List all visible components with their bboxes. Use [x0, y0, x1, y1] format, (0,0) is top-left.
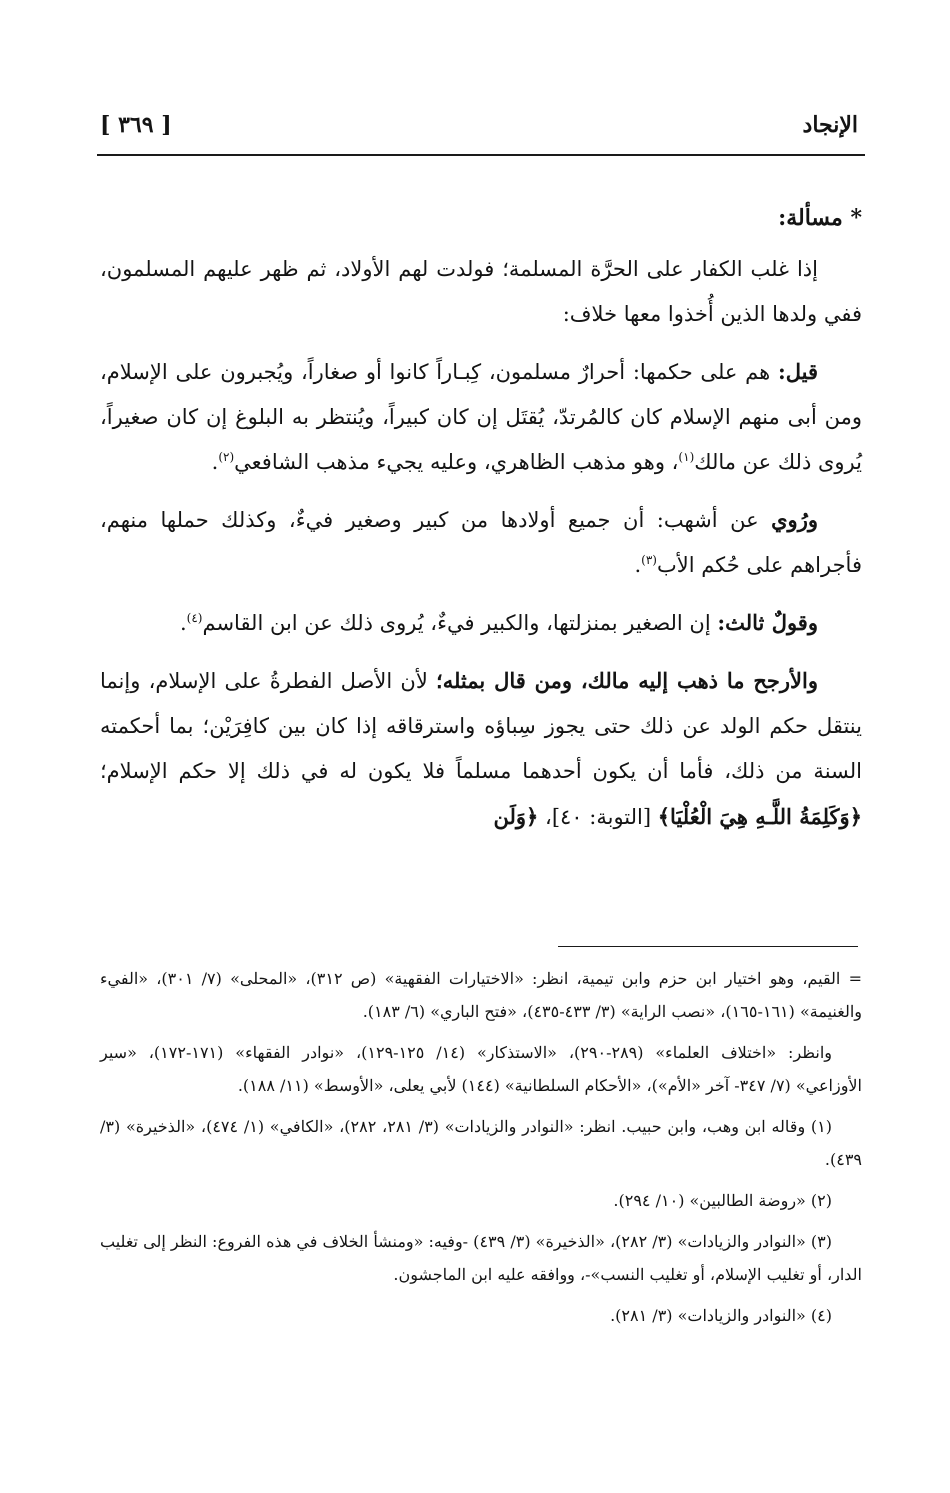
- quran-verse-1: ﴿وَكَلِمَةُ اللَّـهِ هِيَ الْعُلْيَا﴾: [657, 804, 862, 829]
- paragraph-5-lead: والأرجح ما ذهب إليه مالك، ومن قال بمثله؛: [436, 668, 818, 693]
- paragraph-4: [100, 600, 862, 646]
- quran-verse-2: ﴿وَلَن: [493, 804, 539, 829]
- paragraph-3-lead: ورُوي: [771, 507, 818, 532]
- paragraph-4-text-a: إن الصغير بمنزلتها، والكبير فيءٌ، يُروى ذلك عن ابن القاسم: [202, 611, 718, 635]
- paragraph-3-text-a: عن أشهب: أن جميع أولادها من كبير وصغير فيءٌ، وكذلك حملها منهم، فأجراهم على حُكم الأب: [100, 508, 862, 577]
- footnote-continued-2: وانظر: «اختلاف العلماء» (٢٨٩-٢٩٠)، «الاستذكار» (١٤/ ١٢٥-١٢٩)، «نوادر الفقهاء» (١٧١-١٧٢)، «سير الأوزاعي» (٧/ ٣٤٧- آخر «الأم»)، «الأحكام السلطانية» (١٤٤) لأبي يعلى، «الأوسط» (١١/ ١٨٨).: [100, 1043, 862, 1095]
- footnote-4: (٤) «النوادر والزيادات» (٣/ ٢٨١).: [610, 1306, 832, 1325]
- footnote-ref-2: (٢): [218, 450, 235, 464]
- running-header-title: الإنجاد: [802, 112, 858, 138]
- paragraph-2-text-b: ، وهو مذهب الظاهري، وعليه يجيء مذهب الشافعي: [234, 450, 679, 474]
- paragraph-4-lead: وقولٌ ثالث:: [717, 610, 818, 635]
- footnote-1: (١) وقاله ابن وهب، وابن حبيب. انظر: «النوادر والزيادات» (٣/ ٢٨١، ٢٨٢)، «الكافي» (١/ ٤٧٤)، «الذخيرة» (٣/ ٤٣٩).: [100, 1117, 862, 1169]
- footnotes: [100, 962, 862, 1340]
- paragraph-1: إذا غلب الكفار على الحرَّة المسلمة؛ فولدت لهم الأولاد، ثم ظهر عليهم المسلمون، ففي ولدها الذين أُخذوا معها خلاف:: [100, 257, 862, 326]
- paragraph-2-text-a: هم على حكمها: أحرارٌ مسلمون، كِبـاراً كانوا أو صغاراً، ويُجبرون على الإسلام، ومن أبى منهم الإسلام كان كالمُرتدّ، يُقتَل إن كان كبيراً، ويُنتظر به البلوغ إن كان صغيراً، يُروى ذلك عن مالك: [100, 360, 862, 474]
- footnote-2: (٢) «روضة الطالبين» (١٠/ ٢٩٤).: [613, 1191, 832, 1210]
- paragraph-2-lead: قيل:: [777, 359, 818, 384]
- paragraph-4-text-b: .: [179, 611, 187, 635]
- paragraph-3-text-b: .: [634, 553, 642, 577]
- footnote-ref-3: (٣): [641, 553, 657, 567]
- page-number: [ ٣٦٩ ]: [100, 112, 172, 138]
- header-divider: [97, 154, 865, 156]
- paragraph-2-text-c: .: [211, 450, 219, 474]
- paragraph-5: [100, 658, 862, 840]
- section-heading: * مسألة:: [778, 205, 862, 231]
- paragraph-5-text-b: [التوبة: ٤٠]،: [538, 805, 658, 829]
- footnote-ref-4: (٤): [186, 611, 203, 625]
- paragraph-5-text-a: لأن الأصل الفطرةُ على الإسلام، وإنما ينتقل حكم الولد عن ذلك حتى يجوز سِباؤه واسترقاقه إذا كان بين كافِرَيْن؛ بما أحكمته السنة من ذلك، فأما أن يكون أحدهما مسلماً فلا يكون له في ذلك إلا حكم الإسلام؛: [100, 669, 862, 783]
- main-text: [100, 196, 862, 852]
- footnote-3: (٣) «النوادر والزيادات» (٣/ ٢٨٢)، «الذخيرة» (٣/ ٤٣٩) -وفيه: «ومنشأ الخلاف في هذه الفروع: النظر إلى تغليب الدار، أو تغليب الإسلام، أو تغليب النسب»-، ووافقه عليه ابن الماجشون.: [100, 1232, 862, 1284]
- paragraph-2: [100, 349, 862, 485]
- footnote-continued-1: = القيم، وهو اختيار ابن حزم وابن تيمية، انظر: «الاختيارات الفقهية» (ص ٣١٢)، «المحلى» (٧/ ٣٠١)، «الفيء والغنيمة» (١٦١-١٦٥)، «نصب الراية» (٣/ ٤٣٣-٤٣٥)، «فتح الباري» (٦/ ١٨٣).: [100, 969, 862, 1021]
- paragraph-3: [100, 497, 862, 588]
- footnote-ref-1: (١): [678, 450, 695, 464]
- footnote-divider: [558, 946, 858, 947]
